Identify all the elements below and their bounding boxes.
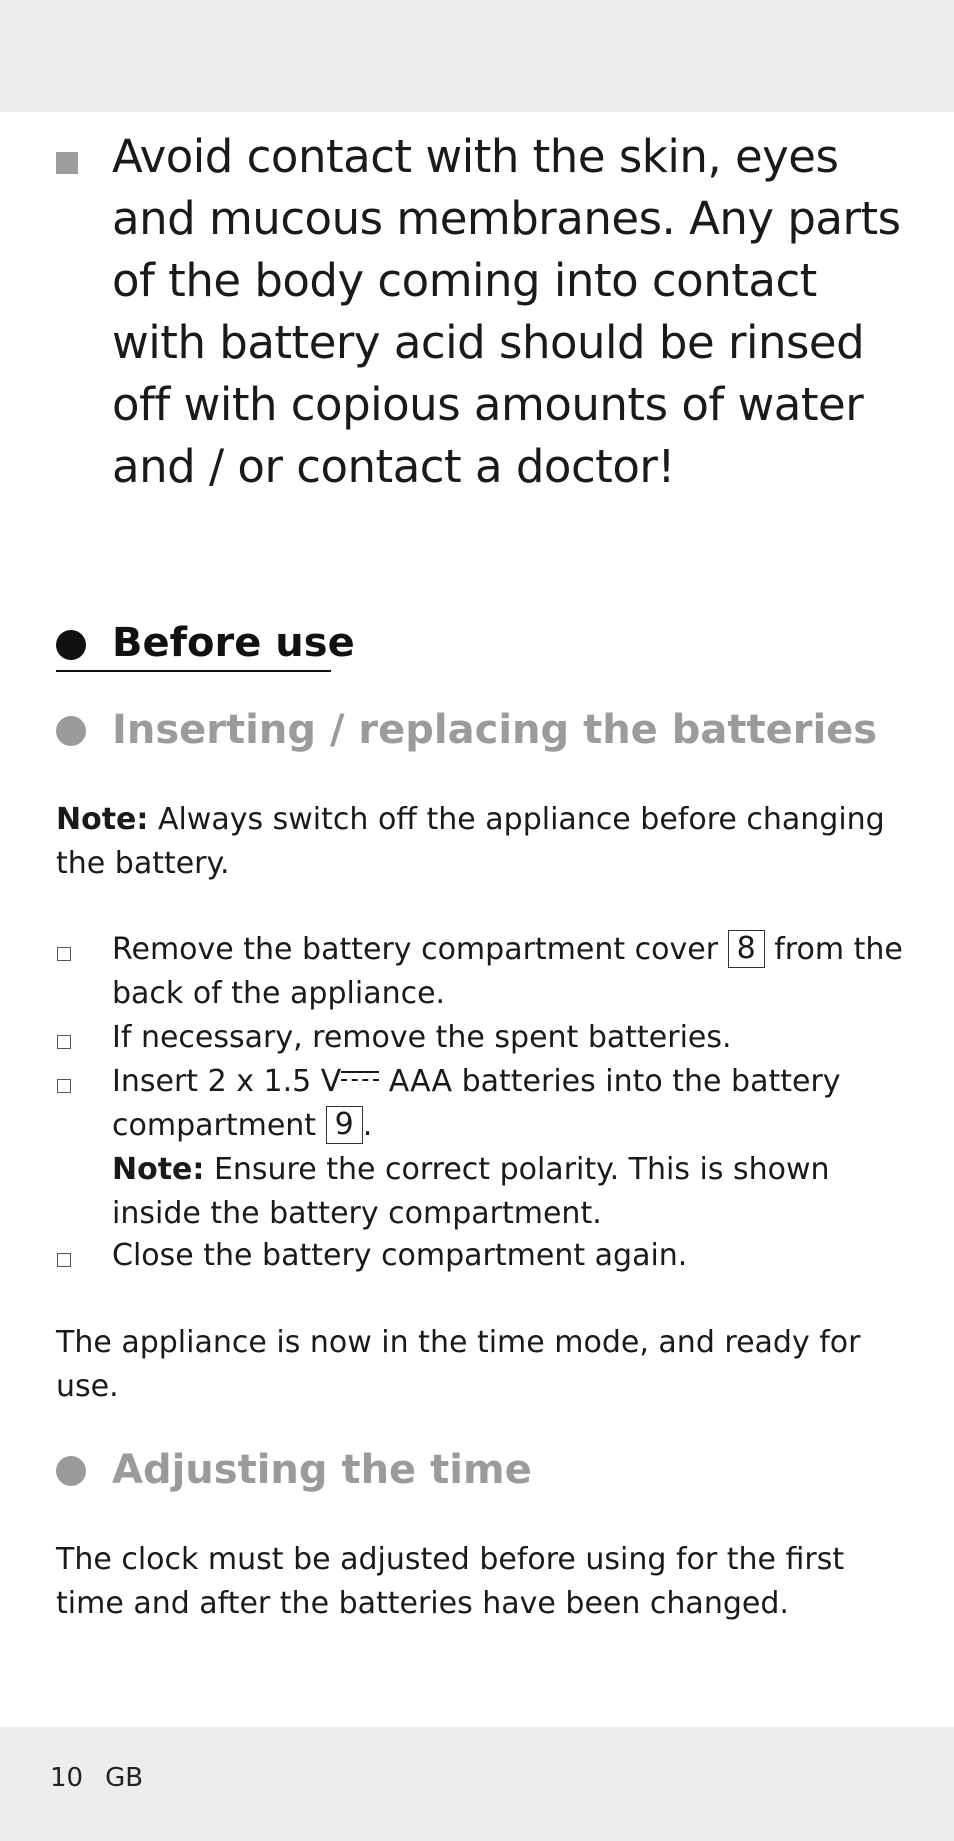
heading-bullet-icon (56, 630, 86, 660)
step-note-text: Ensure the correct polarity. This is shown inside the battery compartment. (112, 1152, 830, 1231)
reference-box: 8 (728, 930, 765, 968)
subheading-bullet-icon (56, 716, 86, 746)
page-number: 10 (50, 1763, 84, 1793)
footer (50, 1758, 165, 1798)
language-code: GB (105, 1763, 144, 1793)
step-2: If necessary, remove the spent batteries. (112, 1020, 732, 1055)
warning-text: Avoid contact with the skin, eyes and mucous membranes. Any parts of the body coming into contact with battery acid should be rinsed off with copious amounts of water and / or contact a doctor! (112, 130, 901, 493)
checkbox-icon (57, 947, 71, 961)
reference-box: 9 (326, 1106, 363, 1144)
subheading-bullet-icon (56, 1456, 86, 1486)
time-text: The clock must be adjusted before using for the first time and after the batteries have been changed. (56, 1542, 845, 1621)
top-band (0, 0, 954, 112)
heading-underline (56, 670, 331, 672)
note-label: Note: (56, 802, 149, 837)
note-text: Always switch off the appliance before changing the battery. (56, 802, 885, 881)
checkbox-icon (57, 1035, 71, 1049)
battery-note (56, 798, 896, 886)
step-3: Insert 2 x 1.5 V AAA batteries into the battery compartment 9 . Note: Ensure the correct polarity. This is shown inside the battery compartment. (112, 1064, 841, 1231)
dc-symbol-icon (341, 1071, 379, 1085)
step-4: Close the battery compartment again. (112, 1238, 688, 1273)
ready-text: The appliance is now in the time mode, and ready for use. (56, 1325, 861, 1404)
step-1: Remove the battery compartment cover 8 from the back of the appliance. (112, 931, 903, 1011)
step-note-label: Note: (112, 1152, 205, 1187)
heading-before-use: Before use (112, 620, 355, 666)
checkbox-icon (57, 1079, 71, 1093)
heading-adjusting-time: Adjusting the time (112, 1447, 532, 1493)
checkbox-icon (57, 1253, 71, 1267)
heading-inserting-batteries: Inserting / replacing the batteries (112, 707, 878, 753)
square-bullet-icon (56, 152, 78, 174)
